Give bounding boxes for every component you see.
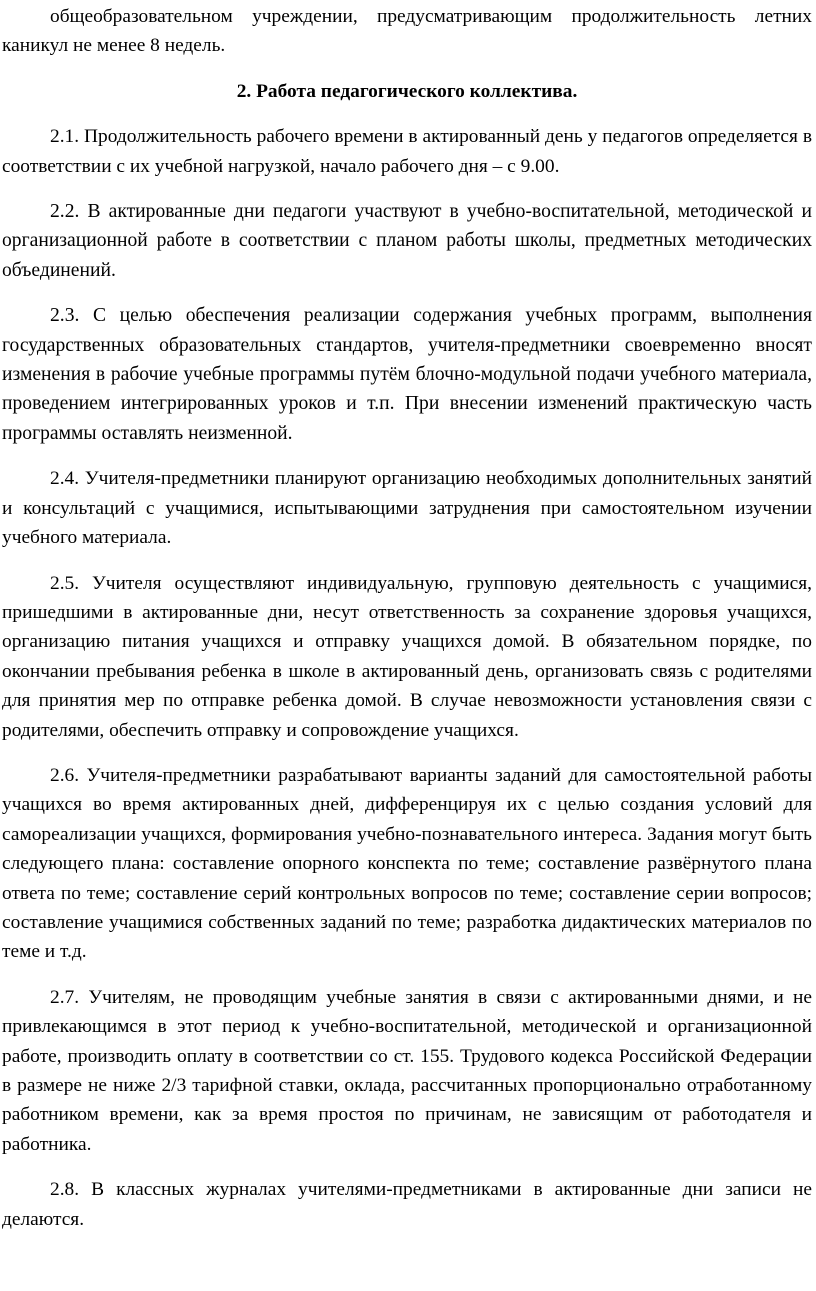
paragraph-2-7: 2.7. Учителям, не проводящим учебные занятия в связи с актированными днями, и не привлекающимся в этот период к учебно-воспитательной, методической и организационной работе, производить оплату в соответствии со ст. 155. Трудового кодекса Российской Федерации в размере не ниже 2/3 тарифной ставки, оклада, рассчитанных пропорционально отработанному работником времени, как за время простоя по причинам, не зависящим от работодателя и работника. bbox=[2, 986, 812, 1155]
paragraph-2-1: 2.1. Продолжительность рабочего времени в актированный день у педагогов определяется в соответствии с их учебной нагрузкой, начало рабочего дня – с 9.00. bbox=[2, 126, 812, 177]
paragraph-2-4: 2.4. Учителя-предметники планируют организацию необходимых дополнительных занятий и консультаций с учащимися, испытывающими затруднения при самостоятельном изучении учебного материала. bbox=[2, 468, 812, 549]
paragraph-2-8: 2.8. В классных журналах учителями-предметниками в актированные дни записи не делаются. bbox=[2, 1179, 812, 1230]
paragraph-2-2: 2.2. В актированные дни педагоги участвуют в учебно-воспитательной, методической и организационной работе в соответствии с планом работы школы, предметных методических объединений. bbox=[2, 201, 812, 281]
paragraph-2-6: 2.6. Учителя-предметники разрабатывают варианты заданий для самостоятельной работы учащихся во время актированных дней, дифференцируя их с целью создания условий для самореализации учащихся, формирования учебно-познавательного интереса. Задания могут быть следующего плана: составление опорного конспекта по теме; составление развёрнутого плана ответа по теме; составление серий контрольных вопросов по теме; составление серии вопросов; составление учащимися собственных заданий по теме; разработка дидактических материалов по теме и т.д. bbox=[2, 764, 812, 963]
intro-paragraph: общеобразовательном учреждении, предусматривающим продолжительность летних каникул не менее 8 недель. bbox=[2, 6, 812, 57]
section-heading: 2. Работа педагогического коллектива. bbox=[236, 80, 578, 102]
paragraph-2-3: 2.3. С целью обеспечения реализации содержания учебных программ, выполнения государственных образовательных стандартов, учителя-предметники своевременно вносят изменения в рабочие учебные программы путём блочно-модульной подачи учебного материала, проведением интегрированных уроков и т.п. При внесении изменений практическую часть программы оставлять неизменной. bbox=[2, 305, 812, 444]
paragraph-2-5: 2.5. Учителя осуществляют индивидуальную, групповую деятельность с учащимися, пришедшими в актированные дни, несут ответственность за сохранение здоровья учащихся, организацию питания учащихся и отправку учащихся домой. В обязательном порядке, по окончании пребывания ребенка в школе в актированный день, организовать связь с родителями для принятия мер по отправке ребенка домой. В случае невозможности установления связи с родителями, обеспечить отправку и сопровождение учащихся. bbox=[2, 572, 812, 741]
